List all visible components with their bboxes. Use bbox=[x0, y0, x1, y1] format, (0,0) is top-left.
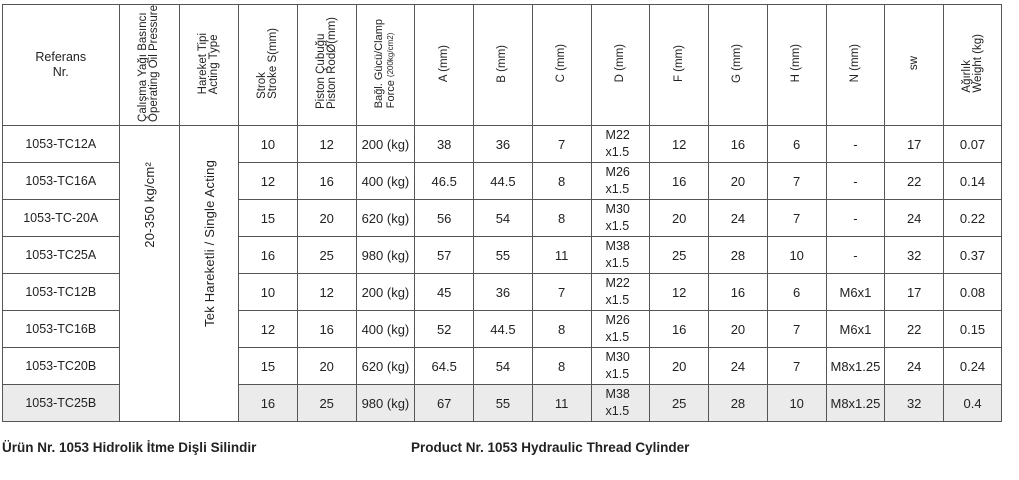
cell-d bbox=[591, 274, 650, 311]
cell-force: 980 (kg) bbox=[356, 237, 415, 274]
cell-f: 12 bbox=[650, 126, 709, 163]
cell-f: 20 bbox=[650, 200, 709, 237]
cell-b: 36 bbox=[474, 274, 533, 311]
cell-a: 46.5 bbox=[415, 163, 474, 200]
cell-d bbox=[591, 126, 650, 163]
cell-d-line1: M30 bbox=[605, 202, 630, 216]
cell-n: M6x1 bbox=[826, 274, 885, 311]
cell-b: 55 bbox=[474, 385, 533, 422]
caption-turkish: Ürün Nr. 1053 Hidrolik İtme Dişli Silindir bbox=[2, 440, 257, 455]
cell-rod: 16 bbox=[297, 311, 356, 348]
cell-a: 56 bbox=[415, 200, 474, 237]
cell-d-line2: x1.5 bbox=[605, 219, 630, 233]
cell-rod: 16 bbox=[297, 163, 356, 200]
cell-c: 11 bbox=[532, 385, 591, 422]
cell-w: 0.08 bbox=[944, 274, 1002, 311]
cell-n: - bbox=[826, 200, 885, 237]
cell-d-line1: M26 bbox=[605, 313, 630, 327]
cell-rod: 25 bbox=[297, 385, 356, 422]
cell-f: 16 bbox=[650, 311, 709, 348]
cell-stroke: 10 bbox=[239, 274, 298, 311]
cell-n: - bbox=[826, 237, 885, 274]
cell-force: 400 (kg) bbox=[356, 163, 415, 200]
cell-force: 200 (kg) bbox=[356, 274, 415, 311]
cell-c: 7 bbox=[532, 274, 591, 311]
cell-h: 7 bbox=[767, 348, 826, 385]
cell-sw: 32 bbox=[885, 237, 944, 274]
cell-force: 620 (kg) bbox=[356, 200, 415, 237]
cell-f: 25 bbox=[650, 237, 709, 274]
cell-h: 7 bbox=[767, 163, 826, 200]
cell-n: M8x1.25 bbox=[826, 385, 885, 422]
cell-c: 8 bbox=[532, 163, 591, 200]
cell-d bbox=[591, 311, 650, 348]
cell-force: 980 (kg) bbox=[356, 385, 415, 422]
cell-w: 0.22 bbox=[944, 200, 1002, 237]
header-acting: Hareket Tipi Acting Type bbox=[180, 5, 239, 126]
cell-g: 20 bbox=[709, 311, 768, 348]
header-f: F (mm) bbox=[650, 5, 709, 126]
cell-force: 620 (kg) bbox=[356, 348, 415, 385]
cell-d-line2: x1.5 bbox=[605, 330, 630, 344]
cell-h: 7 bbox=[767, 311, 826, 348]
cell-h: 6 bbox=[767, 126, 826, 163]
cell-acting bbox=[180, 126, 239, 422]
cell-stroke: 15 bbox=[239, 348, 298, 385]
header-h: H (mm) bbox=[767, 5, 826, 126]
cell-ref: 1053-TC16B bbox=[3, 311, 120, 348]
cell-d-line1: M22 bbox=[605, 128, 630, 142]
cell-rod: 25 bbox=[297, 237, 356, 274]
cell-h: 10 bbox=[767, 237, 826, 274]
cell-w: 0.24 bbox=[944, 348, 1002, 385]
cell-stroke: 10 bbox=[239, 126, 298, 163]
cell-sw: 22 bbox=[885, 163, 944, 200]
cell-h: 6 bbox=[767, 274, 826, 311]
header-force: Bağl. Gücü/Clamp Force (200kg/cm2) bbox=[356, 5, 415, 126]
cell-a: 38 bbox=[415, 126, 474, 163]
header-d: D (mm) bbox=[591, 5, 650, 126]
header-n: N (mm) bbox=[826, 5, 885, 126]
header-pressure: Çalışma Yağı Basıncı Operating Oil Pressure bbox=[119, 5, 180, 126]
cell-stroke: 15 bbox=[239, 200, 298, 237]
cell-sw: 17 bbox=[885, 126, 944, 163]
header-b: B (mm) bbox=[474, 5, 533, 126]
header-row bbox=[3, 5, 1002, 126]
cell-w: 0.07 bbox=[944, 126, 1002, 163]
cell-rod: 20 bbox=[297, 348, 356, 385]
cell-f: 25 bbox=[650, 385, 709, 422]
cell-stroke: 12 bbox=[239, 311, 298, 348]
cell-c: 11 bbox=[532, 237, 591, 274]
cell-b: 54 bbox=[474, 348, 533, 385]
cell-stroke: 12 bbox=[239, 163, 298, 200]
cell-ref: 1053-TC12B bbox=[3, 274, 120, 311]
cell-pressure bbox=[119, 126, 180, 422]
cell-g: 16 bbox=[709, 274, 768, 311]
cell-d-line1: M38 bbox=[605, 239, 630, 253]
cell-ref: 1053-TC25B bbox=[3, 385, 120, 422]
cell-d-line1: M22 bbox=[605, 276, 630, 290]
cell-c: 8 bbox=[532, 311, 591, 348]
cell-b: 44.5 bbox=[474, 163, 533, 200]
cell-rod: 12 bbox=[297, 274, 356, 311]
cell-n: M8x1.25 bbox=[826, 348, 885, 385]
header-ref: Referans Nr. bbox=[3, 5, 120, 126]
cell-b: 36 bbox=[474, 126, 533, 163]
cell-d-line2: x1.5 bbox=[605, 145, 630, 159]
cell-rod: 20 bbox=[297, 200, 356, 237]
header-stroke: Strok Stroke S(mm) bbox=[239, 5, 298, 126]
cell-a: 57 bbox=[415, 237, 474, 274]
cell-ref: 1053-TC20B bbox=[3, 348, 120, 385]
cell-a: 52 bbox=[415, 311, 474, 348]
cell-d-line1: M26 bbox=[605, 165, 630, 179]
cell-c: 7 bbox=[532, 126, 591, 163]
cell-c: 8 bbox=[532, 200, 591, 237]
cell-a: 67 bbox=[415, 385, 474, 422]
cell-a: 64.5 bbox=[415, 348, 474, 385]
cell-g: 28 bbox=[709, 237, 768, 274]
cell-d bbox=[591, 200, 650, 237]
cell-d-line2: x1.5 bbox=[605, 256, 630, 270]
cell-d-line1: M38 bbox=[605, 387, 630, 401]
cell-f: 12 bbox=[650, 274, 709, 311]
cell-d-line2: x1.5 bbox=[605, 182, 630, 196]
header-g: G (mm) bbox=[709, 5, 768, 126]
header-weight: Ağırlık Weight (kg) bbox=[944, 5, 1002, 126]
cell-sw: 17 bbox=[885, 274, 944, 311]
cell-g: 24 bbox=[709, 348, 768, 385]
cell-b: 54 bbox=[474, 200, 533, 237]
cell-sw: 24 bbox=[885, 348, 944, 385]
cell-d bbox=[591, 163, 650, 200]
header-a: A (mm) bbox=[415, 5, 474, 126]
cell-d bbox=[591, 348, 650, 385]
table-row bbox=[3, 126, 1002, 163]
cell-w: 0.14 bbox=[944, 163, 1002, 200]
cell-d-line2: x1.5 bbox=[605, 404, 630, 418]
cell-c: 8 bbox=[532, 348, 591, 385]
cell-rod: 12 bbox=[297, 126, 356, 163]
cell-d bbox=[591, 237, 650, 274]
acting-value: Tek Hareketli / Single Acting bbox=[201, 160, 217, 327]
cell-b: 44.5 bbox=[474, 311, 533, 348]
cell-force: 200 (kg) bbox=[356, 126, 415, 163]
cell-h: 10 bbox=[767, 385, 826, 422]
cell-ref: 1053-TC-20A bbox=[3, 200, 120, 237]
cell-d-line2: x1.5 bbox=[605, 293, 630, 307]
cell-ref: 1053-TC12A bbox=[3, 126, 120, 163]
header-c: C (mm) bbox=[532, 5, 591, 126]
cell-d bbox=[591, 385, 650, 422]
caption-english: Product Nr. 1053 Hydraulic Thread Cylinder bbox=[411, 440, 690, 455]
cell-d-line2: x1.5 bbox=[605, 367, 630, 381]
pressure-value: 20-350 kg/cm² bbox=[141, 162, 157, 248]
cell-sw: 22 bbox=[885, 311, 944, 348]
cell-w: 0.15 bbox=[944, 311, 1002, 348]
cell-g: 16 bbox=[709, 126, 768, 163]
cell-a: 45 bbox=[415, 274, 474, 311]
cell-sw: 24 bbox=[885, 200, 944, 237]
spec-table bbox=[2, 4, 1002, 422]
cell-stroke: 16 bbox=[239, 237, 298, 274]
cell-stroke: 16 bbox=[239, 385, 298, 422]
cell-h: 7 bbox=[767, 200, 826, 237]
cell-f: 20 bbox=[650, 348, 709, 385]
cell-ref: 1053-TC25A bbox=[3, 237, 120, 274]
cell-g: 20 bbox=[709, 163, 768, 200]
cell-g: 24 bbox=[709, 200, 768, 237]
cell-w: 0.37 bbox=[944, 237, 1002, 274]
cell-g: 28 bbox=[709, 385, 768, 422]
cell-ref: 1053-TC16A bbox=[3, 163, 120, 200]
cell-b: 55 bbox=[474, 237, 533, 274]
cell-n: - bbox=[826, 126, 885, 163]
cell-f: 16 bbox=[650, 163, 709, 200]
cell-n: - bbox=[826, 163, 885, 200]
header-sw: sw bbox=[885, 5, 944, 126]
cell-force: 400 (kg) bbox=[356, 311, 415, 348]
cell-sw: 32 bbox=[885, 385, 944, 422]
header-rod: Piston Çubuğu Piston RodØ(mm) bbox=[297, 5, 356, 126]
cell-n: M6x1 bbox=[826, 311, 885, 348]
cell-w: 0.4 bbox=[944, 385, 1002, 422]
cell-d-line1: M30 bbox=[605, 350, 630, 364]
